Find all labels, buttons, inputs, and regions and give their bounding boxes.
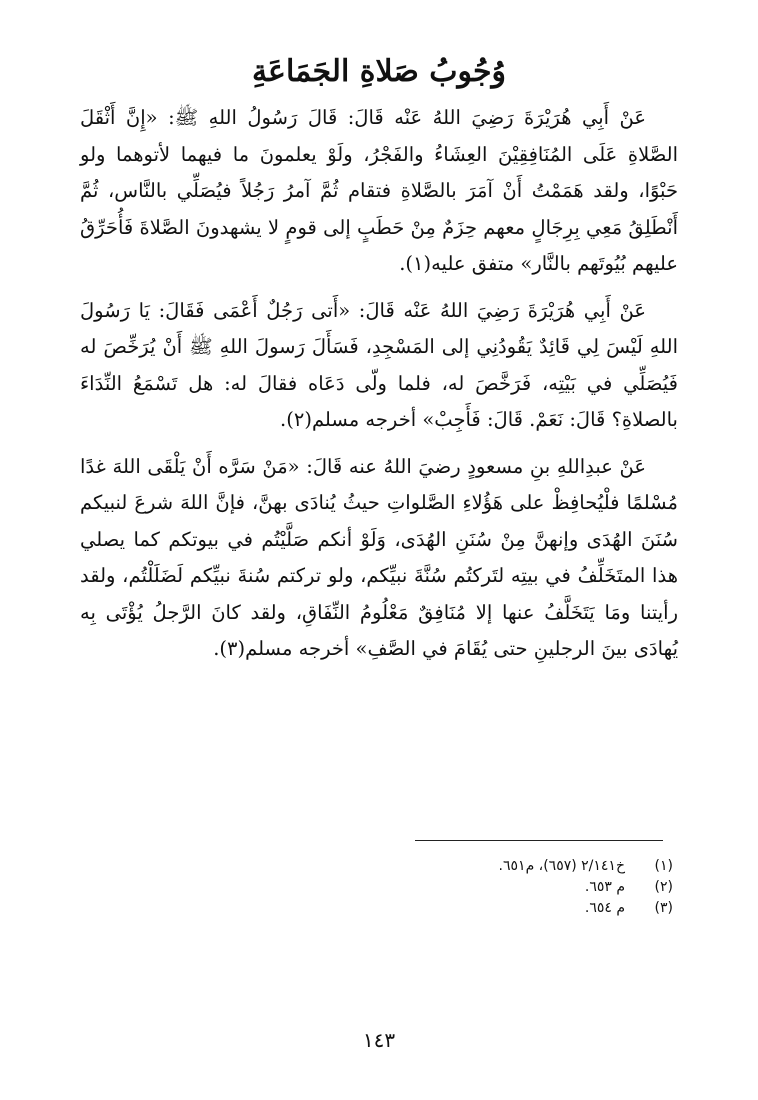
- footnote-3: [80, 898, 673, 919]
- footnote-number: (١): [654, 858, 673, 874]
- footnote-text: خ٢/١٤١ (٦٥٧)، م٦٥١.: [498, 858, 625, 874]
- footnote-separator: [415, 840, 663, 841]
- paragraph-2: عَنْ أَبِي هُرَيْرَةَ رَضِيَ اللهُ عَنْه قَالَ: «أَتى رَجُلٌ أَعْمَى فَقَالَ: يَا رَسُولَ اللهِ لَيْسَ لِي قَائِدٌ يَقُودُنِي إلى المَسْجِدِ، فَسَأَلَ رَسولَ اللهِ ﷺ أَنْ يُرَخِّصَ له فَيُصَلِّي في بَيْتِه، فَرَخَّصَ له، فلما ولّى دَعَاه فقالَ له: هل تَسْمَعُ النِّدَاءَ بالصلاةِ؟ قَالَ: نَعَمْ. قَالَ: فَأَجِبْ» أخرجه مسلم(٢).: [80, 298, 678, 431]
- page-title: وُجُوبُ صَلاةِ الجَمَاعَةِ: [251, 54, 507, 89]
- footnotes: [80, 856, 673, 919]
- page-number: ١٤٣: [362, 1028, 396, 1052]
- paragraph-3: عَنْ عبدِاللهِ بنِ مسعودٍ رضيَ اللهُ عنه قَالَ: «مَنْ سَرَّه أَنْ يَلْقَى اللهَ غدًا مُسْلمًا فلْيُحافِظْ على هَؤُلاءِ الصَّلواتِ حيثُ يُنادَى بهنَّ، فإنَّ اللهَ شرعَ لنبيكم سُنَنَ الهُدَى وإنهنَّ مِنْ سُنَنِ الهُدَى، وَلَوْ أنكم صَلَّيْتُم في بيوتكم كما يصلي هذا المتَخَلِّفُ في بيتِه لتَركتُم سُنَّةَ نبيِّكم، ولو تركتم سُنةَ نبيِّكم لَضَلَلْتُم، ولقد رأيتنا ومَا يَتَخَلَّفُ عنها إلا مُنَافِقٌ مَعْلُومُ النِّفَاقِ، ولقد كانَ الرَّجلُ يُؤْتَى بِه يُهادَى بينَ الرجلينِ حتى يُقَامَ في الصَّفِ» أخرجه مسلم(٣).: [80, 454, 678, 660]
- footnote-1: [80, 856, 673, 877]
- footnote-number: (٣): [654, 900, 673, 916]
- body-text: [80, 100, 678, 678]
- footnote-text: م ٦٥٣.: [584, 879, 625, 895]
- paragraph-1: عَنْ أَبِي هُرَيْرَةَ رَضِيَ اللهُ عَنْه قَالَ: قَالَ رَسُولُ اللهِ ﷺ: «إِنَّ أَثْقَلَ الصَّلاةِ عَلَى المُنَافِقِيْنَ العِشَاءُ والفَجْرُ، ولَوْ يعلمونَ ما فيهما لأتوهما ولو حَبْوًا، ولقد هَمَمْتُ أَنْ آمَرَ بالصَّلاةِ فتقام ثُمَّ آمرُ رَجُلاً فيُصَلِّي بالنَّاس، ثُمَّ أَنْطَلِقُ مَعِي بِرِجَالٍ معهم حِزَمٌ مِنْ حَطَبٍ إلى قومٍ لا يشهدونَ الصَّلاةَ فَأُحَرِّقُ عليهم بُيُوتَهم بالنَّار» متفق عليه(١).: [80, 106, 678, 275]
- footnote-text: م ٦٥٤.: [584, 900, 625, 916]
- footnote-number: (٢): [654, 879, 673, 895]
- footnote-2: [80, 877, 673, 898]
